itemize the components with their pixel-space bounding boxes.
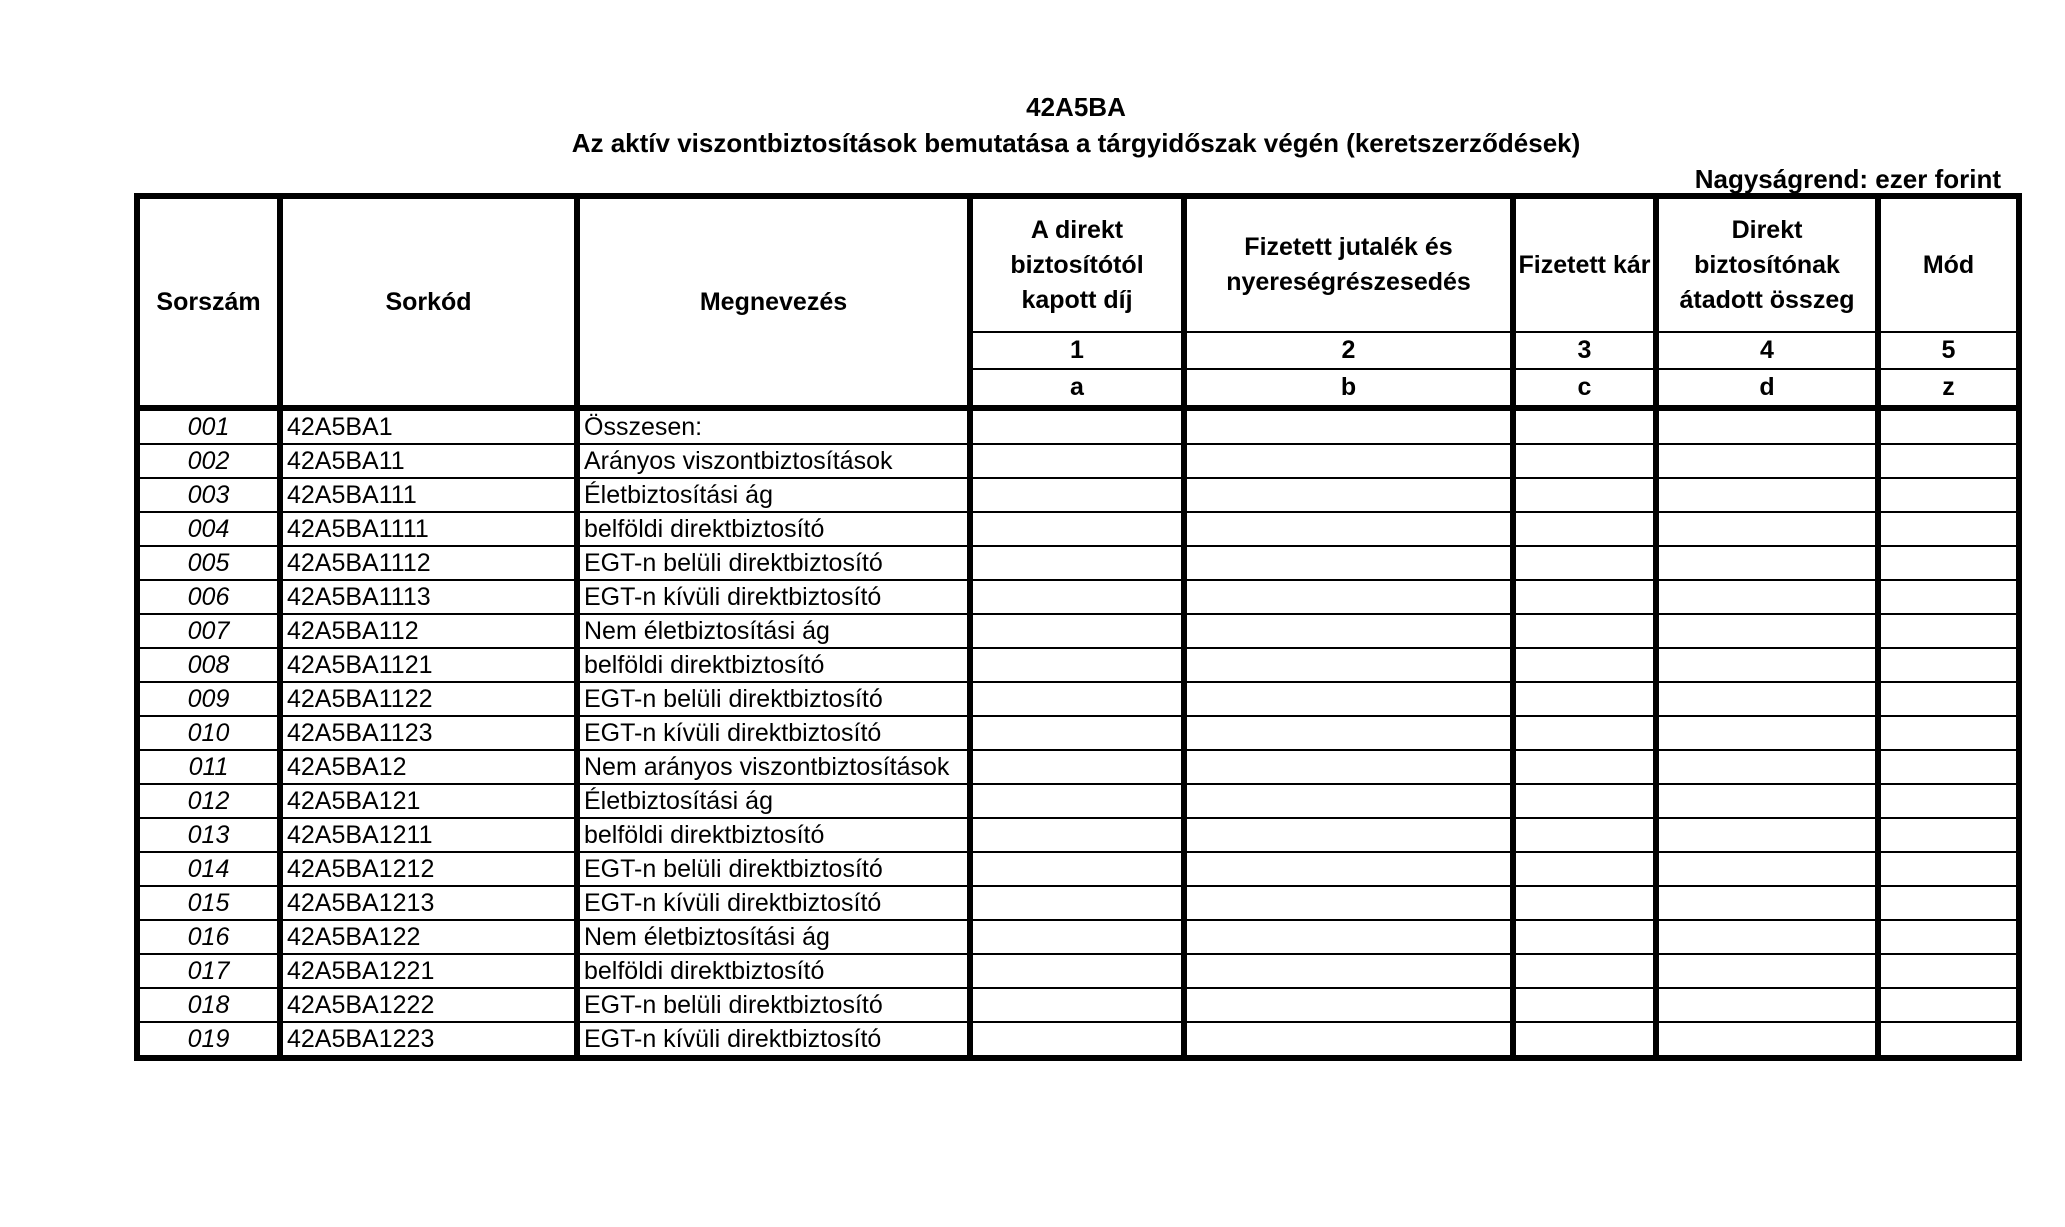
- value-cell-col-1[interactable]: [970, 818, 1184, 852]
- table-row: [137, 988, 2019, 1022]
- row-megnevezes: EGT-n belüli direktbiztosító: [577, 546, 970, 580]
- row-megnevezes: Arányos viszontbiztosítások: [577, 444, 970, 478]
- value-cell-col-5[interactable]: [1878, 886, 2019, 920]
- value-cell-col-1[interactable]: [970, 750, 1184, 784]
- row-sorkod: 42A5BA1123: [280, 716, 577, 750]
- row-sorszam: 017: [137, 954, 280, 988]
- row-sorkod: 42A5BA1223: [280, 1022, 577, 1058]
- row-megnevezes: EGT-n kívüli direktbiztosító: [577, 886, 970, 920]
- row-sorszam: 014: [137, 852, 280, 886]
- table-row: [137, 444, 2019, 478]
- value-cell-col-4[interactable]: [1656, 750, 1878, 784]
- value-cell-col-4[interactable]: [1656, 478, 1878, 512]
- row-sorkod: 42A5BA1111: [280, 512, 577, 546]
- value-cell-col-5[interactable]: [1878, 512, 2019, 546]
- row-sorszam: 003: [137, 478, 280, 512]
- table-row: [137, 580, 2019, 614]
- value-cell-col-3[interactable]: [1513, 682, 1656, 716]
- value-cell-col-4[interactable]: [1656, 988, 1878, 1022]
- value-cell-col-2[interactable]: [1184, 444, 1513, 478]
- row-sorszam: 002: [137, 444, 280, 478]
- value-cell-col-3[interactable]: [1513, 750, 1656, 784]
- row-sorszam: 011: [137, 750, 280, 784]
- value-cell-col-1[interactable]: [970, 580, 1184, 614]
- row-sorkod: 42A5BA12: [280, 750, 577, 784]
- value-cell-col-4[interactable]: [1656, 512, 1878, 546]
- value-cell-col-5[interactable]: [1878, 954, 2019, 988]
- value-cell-col-5[interactable]: [1878, 818, 2019, 852]
- value-cell-col-2[interactable]: [1184, 682, 1513, 716]
- row-megnevezes: belföldi direktbiztosító: [577, 818, 970, 852]
- value-cell-col-1[interactable]: [970, 614, 1184, 648]
- row-megnevezes: belföldi direktbiztosító: [577, 954, 970, 988]
- row-megnevezes: EGT-n belüli direktbiztosító: [577, 852, 970, 886]
- value-cell-col-3[interactable]: [1513, 648, 1656, 682]
- value-cell-col-1[interactable]: [970, 444, 1184, 478]
- row-sorszam: 009: [137, 682, 280, 716]
- value-cell-col-1[interactable]: [970, 1022, 1184, 1058]
- value-cell-col-2[interactable]: [1184, 478, 1513, 512]
- table-row: [137, 852, 2019, 886]
- row-megnevezes: Nem életbiztosítási ág: [577, 614, 970, 648]
- value-cell-col-2[interactable]: [1184, 750, 1513, 784]
- value-cell-col-2[interactable]: [1184, 546, 1513, 580]
- table-row: [137, 512, 2019, 546]
- row-sorszam: 007: [137, 614, 280, 648]
- value-cell-col-4[interactable]: [1656, 444, 1878, 478]
- row-sorszam: 004: [137, 512, 280, 546]
- table-row: [137, 954, 2019, 988]
- row-sorszam: 010: [137, 716, 280, 750]
- header-num-1: 1: [970, 332, 1184, 369]
- value-cell-col-2[interactable]: [1184, 920, 1513, 954]
- row-sorszam: 012: [137, 784, 280, 818]
- value-cell-col-5[interactable]: [1878, 408, 2019, 444]
- value-cell-col-1[interactable]: [970, 648, 1184, 682]
- table-row: [137, 1022, 2019, 1058]
- value-cell-col-3[interactable]: [1513, 988, 1656, 1022]
- header-letter-z: z: [1878, 369, 2019, 408]
- header-col-1: A direkt biztosítótól kapott díj: [970, 196, 1184, 332]
- row-sorkod: 42A5BA1212: [280, 852, 577, 886]
- table-row: [137, 546, 2019, 580]
- value-cell-col-2[interactable]: [1184, 580, 1513, 614]
- value-cell-col-4[interactable]: [1656, 920, 1878, 954]
- row-megnevezes: Összesen:: [577, 408, 970, 444]
- value-cell-col-4[interactable]: [1656, 886, 1878, 920]
- form-code-title: 42A5BA: [1026, 92, 1126, 122]
- value-cell-col-2[interactable]: [1184, 954, 1513, 988]
- value-cell-col-3[interactable]: [1513, 954, 1656, 988]
- value-cell-col-2[interactable]: [1184, 818, 1513, 852]
- value-cell-col-1[interactable]: [970, 988, 1184, 1022]
- value-cell-col-4[interactable]: [1656, 784, 1878, 818]
- value-cell-col-4[interactable]: [1656, 818, 1878, 852]
- row-megnevezes: EGT-n kívüli direktbiztosító: [577, 580, 970, 614]
- value-cell-col-1[interactable]: [970, 886, 1184, 920]
- row-megnevezes: EGT-n kívüli direktbiztosító: [577, 716, 970, 750]
- row-sorkod: 42A5BA121: [280, 784, 577, 818]
- value-cell-col-5[interactable]: [1878, 614, 2019, 648]
- header-num-5: 5: [1878, 332, 2019, 369]
- header-megnevezes: Megnevezés: [577, 196, 970, 408]
- table-row: [137, 784, 2019, 818]
- value-cell-col-3[interactable]: [1513, 408, 1656, 444]
- value-cell-col-3[interactable]: [1513, 920, 1656, 954]
- header-letter-d: d: [1656, 369, 1878, 408]
- value-cell-col-4[interactable]: [1656, 408, 1878, 444]
- value-cell-col-5[interactable]: [1878, 444, 2019, 478]
- row-sorkod: 42A5BA1213: [280, 886, 577, 920]
- value-cell-col-3[interactable]: [1513, 546, 1656, 580]
- row-sorkod: 42A5BA1211: [280, 818, 577, 852]
- value-cell-col-4[interactable]: [1656, 682, 1878, 716]
- value-cell-col-4[interactable]: [1656, 580, 1878, 614]
- row-sorszam: 006: [137, 580, 280, 614]
- row-sorkod: 42A5BA1222: [280, 988, 577, 1022]
- value-cell-col-3[interactable]: [1513, 818, 1656, 852]
- table-row: [137, 920, 2019, 954]
- value-cell-col-3[interactable]: [1513, 614, 1656, 648]
- value-cell-col-5[interactable]: [1878, 852, 2019, 886]
- row-megnevezes: Nem életbiztosítási ág: [577, 920, 970, 954]
- report-table: [134, 193, 2022, 1061]
- row-sorszam: 018: [137, 988, 280, 1022]
- row-sorkod: 42A5BA1121: [280, 648, 577, 682]
- row-sorkod: 42A5BA112: [280, 614, 577, 648]
- row-sorszam: 005: [137, 546, 280, 580]
- value-cell-col-1[interactable]: [970, 682, 1184, 716]
- row-sorszam: 019: [137, 1022, 280, 1058]
- header-letter-a: a: [970, 369, 1184, 408]
- value-cell-col-5[interactable]: [1878, 478, 2019, 512]
- value-cell-col-1[interactable]: [970, 408, 1184, 444]
- table-row: [137, 886, 2019, 920]
- value-cell-col-3[interactable]: [1513, 886, 1656, 920]
- value-cell-col-2[interactable]: [1184, 614, 1513, 648]
- value-cell-col-4[interactable]: [1656, 1022, 1878, 1058]
- value-cell-col-4[interactable]: [1656, 852, 1878, 886]
- value-cell-col-5[interactable]: [1878, 1022, 2019, 1058]
- value-cell-col-4[interactable]: [1656, 716, 1878, 750]
- row-sorszam: 008: [137, 648, 280, 682]
- row-sorszam: 016: [137, 920, 280, 954]
- table-row: [137, 408, 2019, 444]
- table-row: [137, 478, 2019, 512]
- value-cell-col-5[interactable]: [1878, 920, 2019, 954]
- value-cell-col-2[interactable]: [1184, 886, 1513, 920]
- value-cell-col-4[interactable]: [1656, 954, 1878, 988]
- row-sorkod: 42A5BA11: [280, 444, 577, 478]
- row-sorkod: 42A5BA1112: [280, 546, 577, 580]
- value-cell-col-1[interactable]: [970, 920, 1184, 954]
- row-megnevezes: EGT-n belüli direktbiztosító: [577, 988, 970, 1022]
- value-cell-col-5[interactable]: [1878, 988, 2019, 1022]
- header-col-2: Fizetett jutalék és nyereségrészesedés: [1184, 196, 1513, 332]
- value-cell-col-3[interactable]: [1513, 512, 1656, 546]
- table-row: [137, 648, 2019, 682]
- value-cell-col-2[interactable]: [1184, 512, 1513, 546]
- form-title: Az aktív viszontbiztosítások bemutatása a tárgyidőszak végén (keretszerződések): [571, 128, 1581, 158]
- value-cell-col-3[interactable]: [1513, 580, 1656, 614]
- value-cell-col-1[interactable]: [970, 512, 1184, 546]
- value-cell-col-3[interactable]: [1513, 444, 1656, 478]
- value-cell-col-4[interactable]: [1656, 648, 1878, 682]
- value-cell-col-4[interactable]: [1656, 614, 1878, 648]
- value-cell-col-5[interactable]: [1878, 580, 2019, 614]
- row-sorszam: 001: [137, 408, 280, 444]
- header-col-5: Mód: [1878, 196, 2019, 332]
- header-num-2: 2: [1184, 332, 1513, 369]
- table-row: [137, 750, 2019, 784]
- unit-label: Nagyságrend: ezer forint: [1694, 164, 2001, 194]
- value-cell-col-4[interactable]: [1656, 546, 1878, 580]
- row-megnevezes: EGT-n belüli direktbiztosító: [577, 682, 970, 716]
- value-cell-col-2[interactable]: [1184, 988, 1513, 1022]
- header-letter-b: b: [1184, 369, 1513, 408]
- value-cell-col-1[interactable]: [970, 784, 1184, 818]
- row-megnevezes: Életbiztosítási ág: [577, 784, 970, 818]
- header-col-3: Fizetett kár: [1513, 196, 1656, 332]
- value-cell-col-1[interactable]: [970, 546, 1184, 580]
- row-megnevezes: EGT-n kívüli direktbiztosító: [577, 1022, 970, 1058]
- header-letter-c: c: [1513, 369, 1656, 408]
- row-megnevezes: Életbiztosítási ág: [577, 478, 970, 512]
- value-cell-col-3[interactable]: [1513, 716, 1656, 750]
- row-megnevezes: belföldi direktbiztosító: [577, 512, 970, 546]
- value-cell-col-3[interactable]: [1513, 478, 1656, 512]
- table-row: [137, 682, 2019, 716]
- row-sorkod: 42A5BA111: [280, 478, 577, 512]
- value-cell-col-1[interactable]: [970, 954, 1184, 988]
- value-cell-col-2[interactable]: [1184, 648, 1513, 682]
- row-sorkod: 42A5BA1113: [280, 580, 577, 614]
- header-sorkod: Sorkód: [280, 196, 577, 408]
- value-cell-col-2[interactable]: [1184, 784, 1513, 818]
- table-body: [137, 408, 2019, 1058]
- table-row: [137, 614, 2019, 648]
- value-cell-col-2[interactable]: [1184, 1022, 1513, 1058]
- value-cell-col-1[interactable]: [970, 852, 1184, 886]
- header-num-3: 3: [1513, 332, 1656, 369]
- row-sorkod: 42A5BA1122: [280, 682, 577, 716]
- value-cell-col-5[interactable]: [1878, 716, 2019, 750]
- header-sorszam: Sorszám: [137, 196, 280, 408]
- row-sorszam: 015: [137, 886, 280, 920]
- value-cell-col-5[interactable]: [1878, 784, 2019, 818]
- value-cell-col-2[interactable]: [1184, 852, 1513, 886]
- row-sorkod: 42A5BA1: [280, 408, 577, 444]
- value-cell-col-2[interactable]: [1184, 408, 1513, 444]
- row-sorkod: 42A5BA1221: [280, 954, 577, 988]
- value-cell-col-3[interactable]: [1513, 784, 1656, 818]
- table-row: [137, 716, 2019, 750]
- value-cell-col-5[interactable]: [1878, 750, 2019, 784]
- value-cell-col-5[interactable]: [1878, 648, 2019, 682]
- row-megnevezes: belföldi direktbiztosító: [577, 648, 970, 682]
- value-cell-col-1[interactable]: [970, 478, 1184, 512]
- value-cell-col-3[interactable]: [1513, 1022, 1656, 1058]
- header-col-4: Direkt biztosítónak átadott összeg: [1656, 196, 1878, 332]
- value-cell-col-5[interactable]: [1878, 682, 2019, 716]
- row-sorkod: 42A5BA122: [280, 920, 577, 954]
- table-row: [137, 818, 2019, 852]
- row-megnevezes: Nem arányos viszontbiztosítások: [577, 750, 970, 784]
- value-cell-col-3[interactable]: [1513, 852, 1656, 886]
- row-sorszam: 013: [137, 818, 280, 852]
- value-cell-col-2[interactable]: [1184, 716, 1513, 750]
- header-num-4: 4: [1656, 332, 1878, 369]
- value-cell-col-1[interactable]: [970, 716, 1184, 750]
- value-cell-col-5[interactable]: [1878, 546, 2019, 580]
